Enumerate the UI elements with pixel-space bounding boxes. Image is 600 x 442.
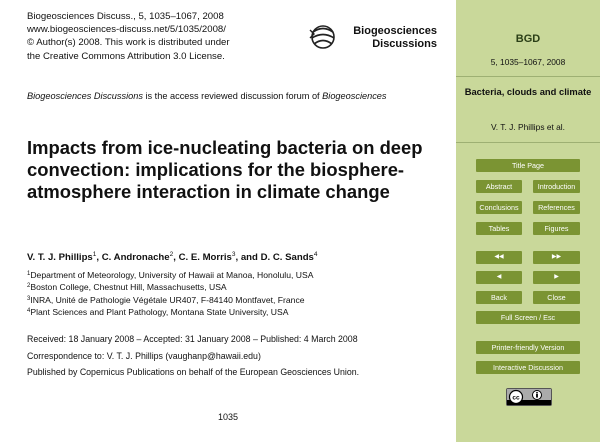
logo-line-2: Discussions — [372, 37, 437, 50]
volume-info: 5, 1035–1067, 2008 — [490, 57, 566, 67]
publication-dates: Received: 18 January 2008 – Accepted: 31 January 2008 – Published: 4 March 2008 — [27, 334, 358, 344]
url-line[interactable]: www.biogeosciences-discuss.net/5/1035/2008/ — [27, 24, 226, 36]
author-sep: , — [96, 252, 102, 263]
page-number: 1035 — [217, 412, 239, 422]
author-affil-sup: 2 — [169, 251, 174, 258]
printer-friendly-button[interactable]: Printer-friendly Version — [476, 341, 580, 354]
cc-by-icon[interactable] — [506, 388, 552, 406]
close-button[interactable]: Close — [533, 291, 580, 304]
copyright-line: © Author(s) 2008. This work is distributed under — [27, 37, 230, 49]
conclusions-button[interactable]: Conclusions — [476, 201, 522, 214]
journal-logo-text — [334, 25, 437, 50]
affiliation-text: Plant Sciences and Plant Pathology, Montana State University, USA — [30, 307, 289, 318]
figures-button[interactable]: Figures — [533, 222, 580, 235]
abstract-button[interactable]: Abstract — [476, 180, 522, 193]
back-button[interactable]: Back — [476, 291, 522, 304]
introduction-button[interactable]: Introduction — [533, 180, 580, 193]
affiliation-item — [27, 281, 313, 293]
short-authors: V. T. J. Phillips et al. — [490, 122, 565, 132]
journal-acronym: BGD — [515, 33, 541, 45]
parent-journal-name: Biogeosciences — [322, 91, 387, 101]
full-screen-button[interactable]: Full Screen / Esc — [476, 311, 580, 324]
affiliation-sup: 4 — [27, 308, 31, 315]
affiliation-text: Boston College, Chestnut Hill, Massachusetts, USA — [30, 282, 227, 293]
affiliation-item — [27, 294, 313, 306]
access-notice — [27, 91, 387, 101]
svg-text:cc: cc — [512, 394, 520, 402]
author-affil-sup: 4 — [313, 251, 318, 258]
last-page-button[interactable]: ▶▶ — [533, 251, 580, 264]
author-affil-sup: 3 — [231, 251, 236, 258]
access-notice-text: is the access reviewed discussion forum of — [142, 91, 323, 101]
paper-title: Impacts from ice-nucleating bacteria on deep convection: implications for the biosphere-atmosphere interaction in climate change — [27, 137, 423, 202]
affiliation-sup: 3 — [27, 295, 31, 302]
affiliation-item — [27, 306, 313, 318]
tables-button[interactable]: Tables — [476, 222, 522, 235]
divider — [456, 76, 600, 77]
correspondence: Correspondence to: V. T. J. Phillips (vaughanp@hawaii.edu) — [27, 350, 261, 361]
author-list — [27, 251, 318, 263]
author-name: C. Andronache — [101, 252, 170, 263]
divider — [456, 142, 600, 143]
short-title: Bacteria, clouds and climate — [464, 86, 592, 97]
previous-page-button[interactable]: ◀ — [476, 271, 522, 284]
affiliation-item — [27, 269, 313, 281]
globe-icon — [309, 22, 337, 52]
publisher-note: Published by Copernicus Publications on behalf of the European Geosciences Union. — [27, 367, 360, 378]
interactive-discussion-button[interactable]: Interactive Discussion — [476, 361, 580, 374]
next-page-button[interactable]: ▶ — [533, 271, 580, 284]
references-button[interactable]: References — [533, 201, 580, 214]
affiliation-sup: 1 — [27, 271, 31, 277]
license-line: the Creative Commons Attribution 3.0 License. — [27, 50, 225, 62]
journal-logo — [309, 20, 437, 56]
title-page-button[interactable]: Title Page — [476, 159, 580, 172]
publication-info — [27, 331, 359, 381]
journal-name: Biogeosciences Discussions — [27, 91, 143, 101]
citation-header — [27, 10, 230, 63]
first-page-button[interactable]: ◀◀ — [476, 251, 522, 264]
logo-line-1: Biogeosciences — [353, 25, 437, 37]
author-sep: , and — [235, 252, 261, 263]
cc-license-icon — [507, 389, 551, 405]
affiliation-list — [27, 269, 313, 319]
citation-line: Biogeosciences Discuss., 5, 1035–1067, 2008 — [27, 11, 224, 22]
author-affil-sup: 1 — [92, 251, 97, 258]
affiliation-text: Department of Meteorology, University of Hawaii at Manoa, Honolulu, USA — [30, 270, 314, 280]
navigation-sidebar — [456, 0, 600, 442]
author-name: V. T. J. Phillips — [27, 252, 93, 263]
affiliation-text: INRA, Unité de Pathologie Végétale UR407, F-84140 Montfavet, France — [30, 294, 305, 305]
author-name: D. C. Sands — [260, 252, 314, 263]
affiliation-sup: 2 — [27, 283, 31, 290]
author-sep: , — [173, 252, 179, 263]
author-name: C. E. Morris — [178, 252, 232, 263]
